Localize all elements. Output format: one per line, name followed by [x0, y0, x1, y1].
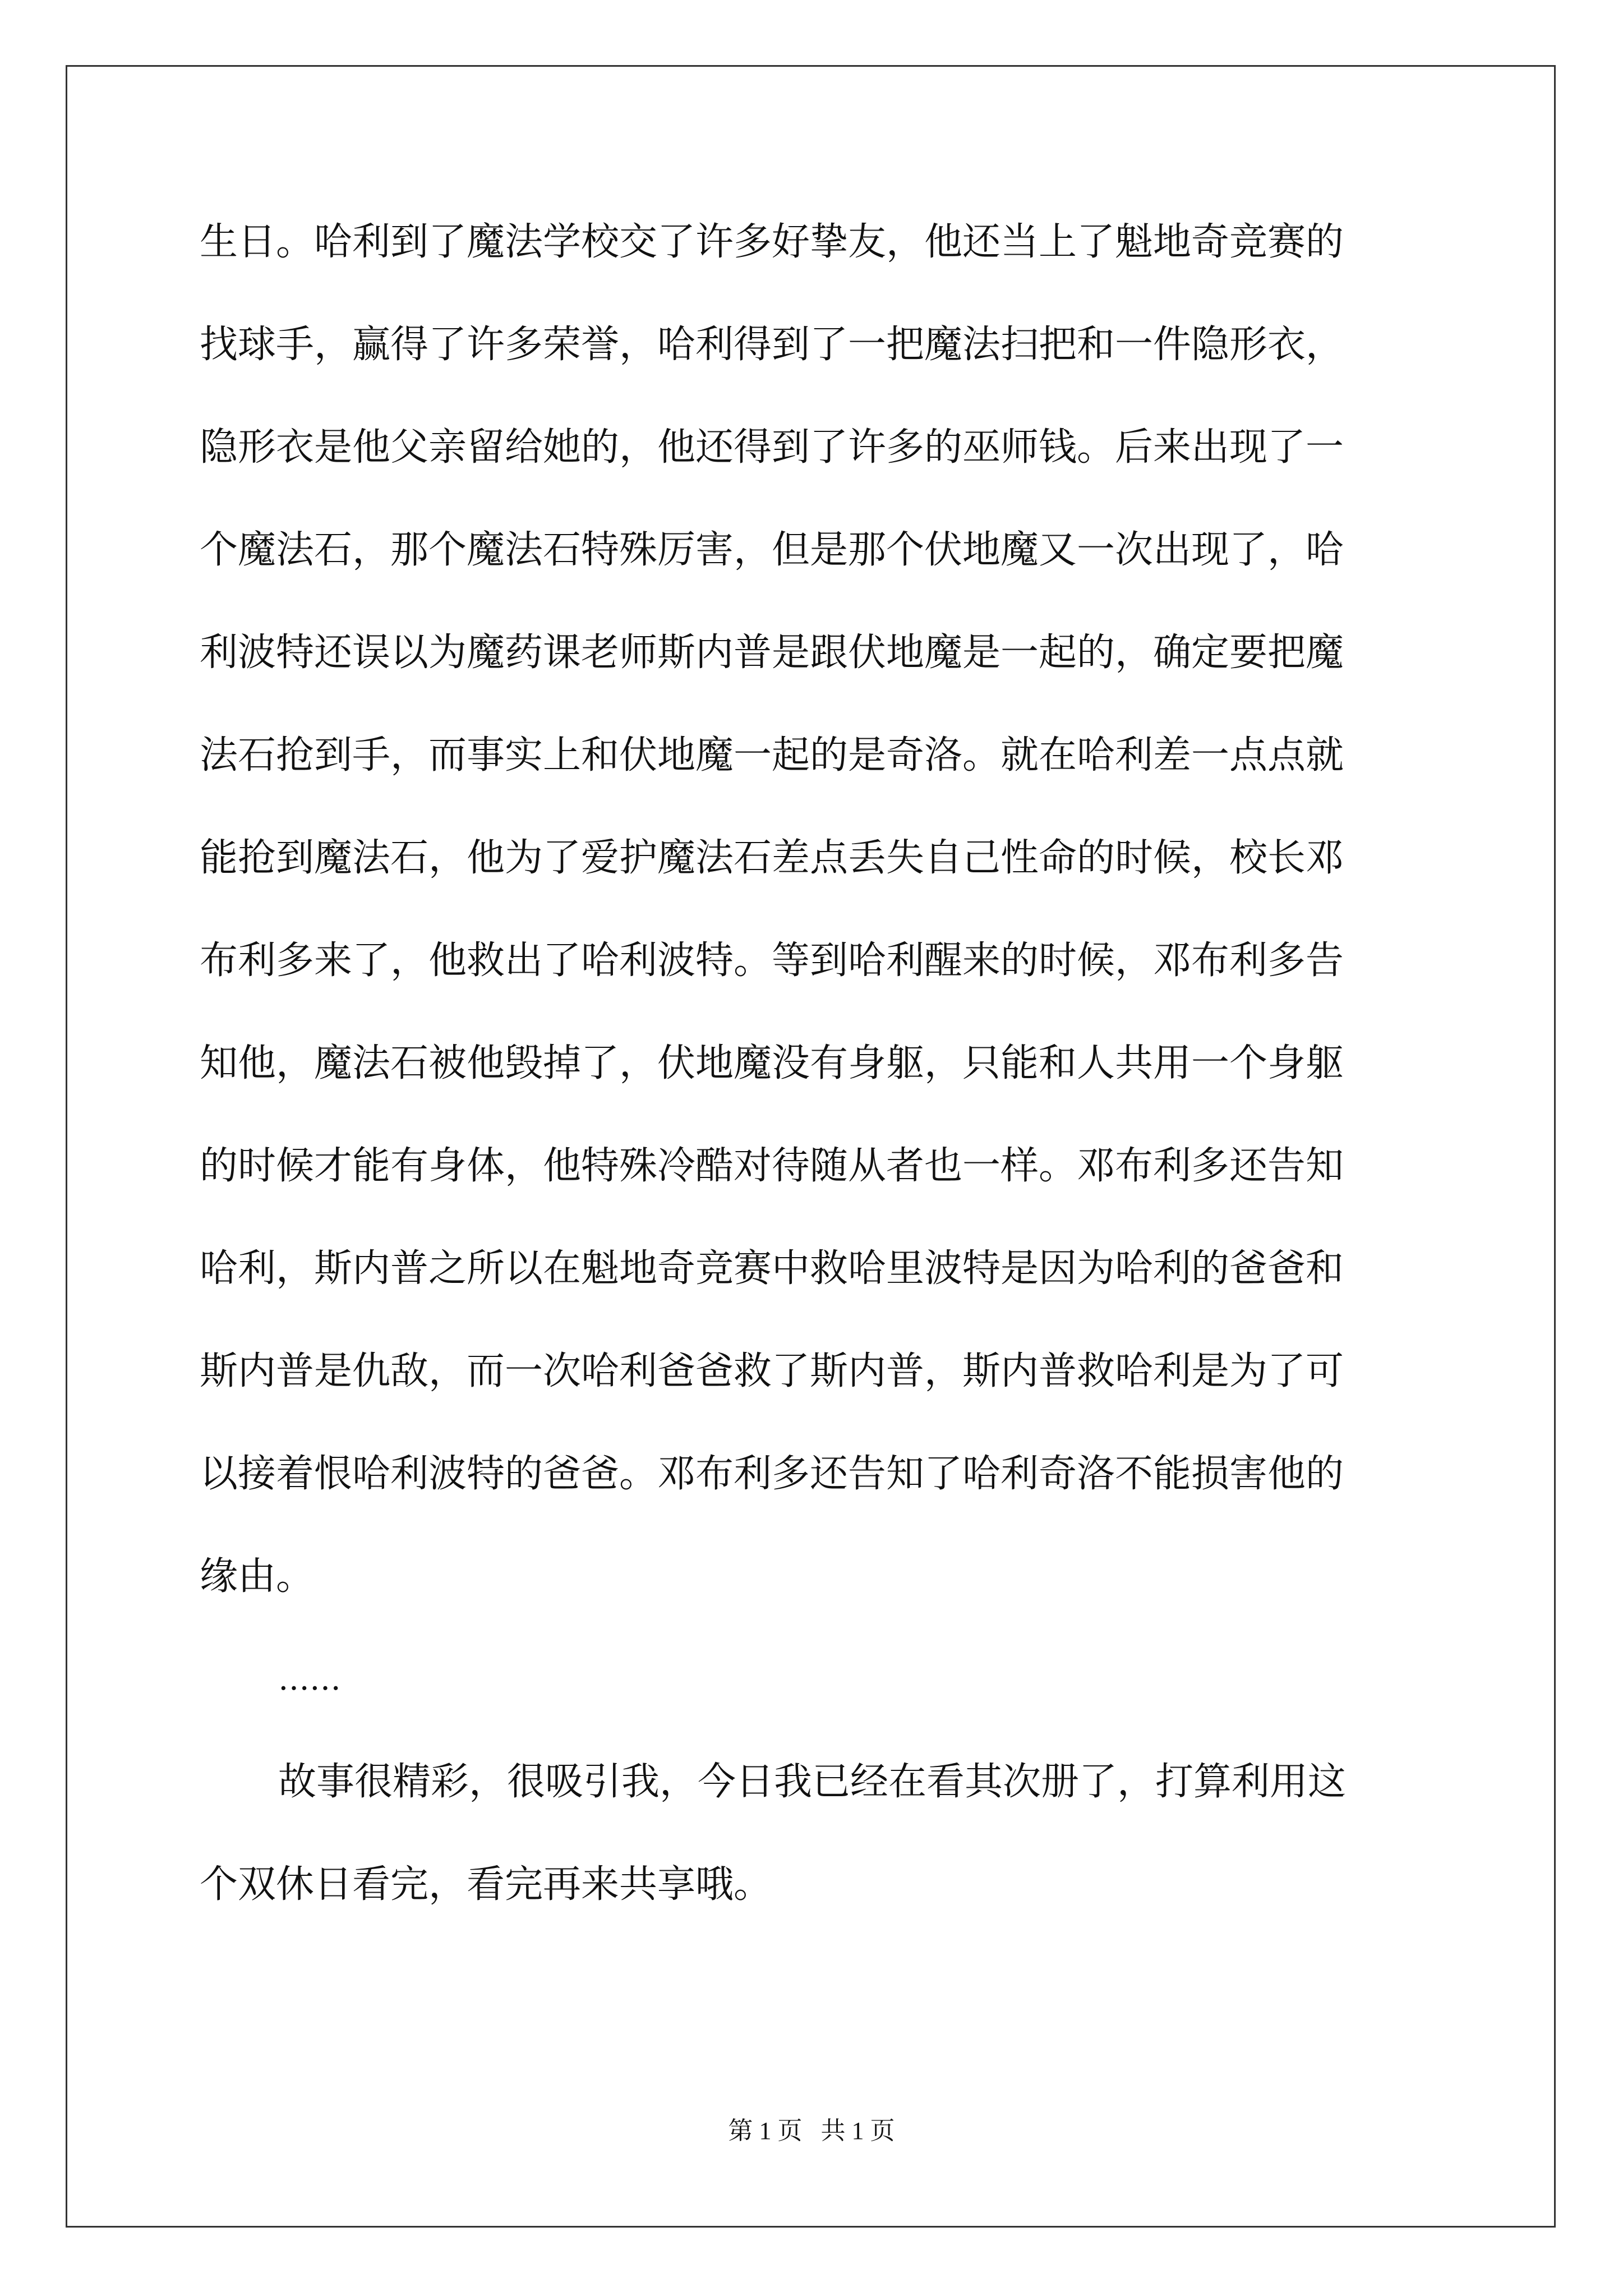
closing-line: 个双休日看完，看完再来共享哦。: [200, 1862, 772, 1907]
body-line: 知他，魔法石被他毁掉了，伏地魔没有身躯，只能和人共用一个身躯: [200, 1041, 1344, 1085]
document-body: [200, 218, 1428, 1963]
body-line: 哈利，斯内普之所以在魁地奇竞赛中救哈里波特是因为哈利的爸爸和: [200, 1246, 1344, 1291]
page-number: 第 1 页: [728, 2117, 803, 2145]
body-line: 隐形衣是他父亲留给她的，他还得到了许多的巫师钱。后来出现了一: [200, 425, 1344, 470]
body-line: 利波特还误以为魔药课老师斯内普是跟伏地魔是一起的，确定要把魔: [200, 631, 1344, 675]
page-total: 共 1 页: [820, 2117, 895, 2145]
body-line: 缘由。: [200, 1554, 315, 1599]
body-line: 法石抢到手，而事实上和伏地魔一起的是奇洛。就在哈利差一点点就: [200, 733, 1344, 777]
body-line: 找球手，赢得了许多荣誉，哈利得到了一把魔法扫把和一件隐形衣，: [200, 323, 1344, 367]
body-line: 能抢到魔法石，他为了爱护魔法石差点丢失自己性命的时候，校长邓: [200, 836, 1344, 880]
page-footer: [0, 2110, 1623, 2146]
body-line: 生日。哈利到了魔法学校交了许多好挚友，他还当上了魁地奇竞赛的: [200, 220, 1344, 264]
body-line: 的时候才能有身体，他特殊冷酷对待随从者也一样。邓布利多还告知: [200, 1144, 1344, 1188]
ellipsis: ……: [278, 1661, 341, 1697]
closing-line: 故事很精彩，很吸引我，今日我已经在看其次册了，打算利用这: [278, 1760, 1347, 1804]
body-line: 斯内普是仇敌，而一次哈利爸爸救了斯内普，斯内普救哈利是为了可: [200, 1349, 1344, 1393]
body-line: 个魔法石，那个魔法石特殊厉害，但是那个伏地魔又一次出现了，哈: [200, 528, 1344, 572]
body-line: 以接着恨哈利波特的爸爸。邓布利多还告知了哈利奇洛不能损害他的: [200, 1452, 1344, 1496]
body-line: 布利多来了，他救出了哈利波特。等到哈利醒来的时候，邓布利多告: [200, 938, 1344, 983]
